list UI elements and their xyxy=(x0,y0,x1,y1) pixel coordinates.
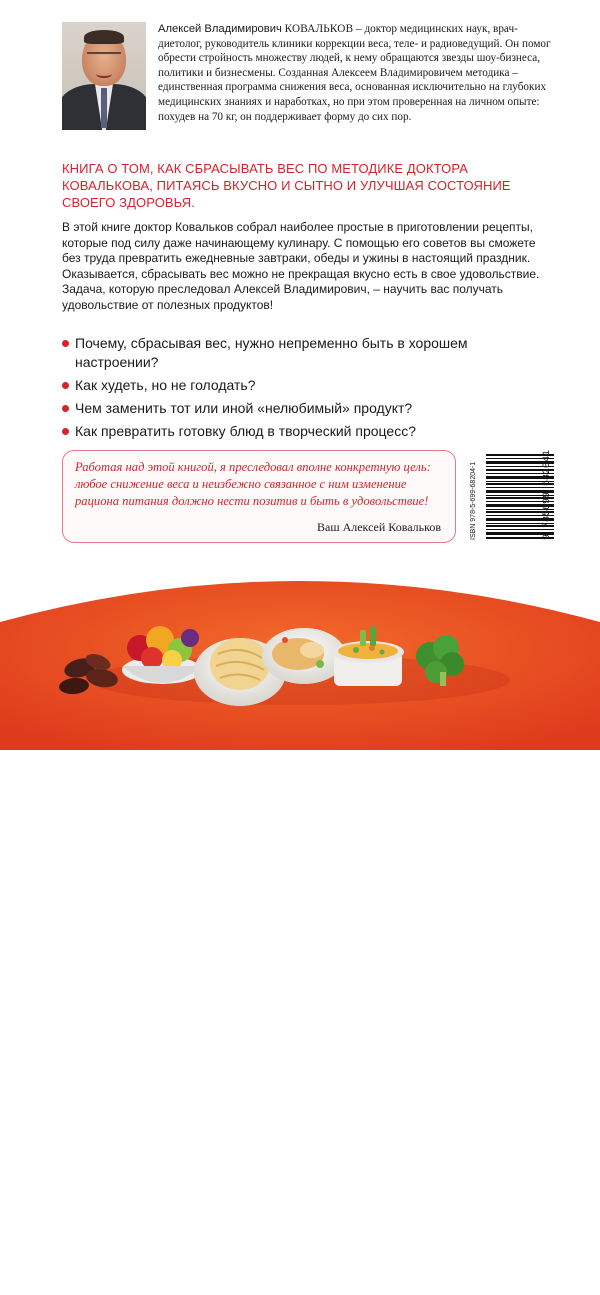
author-bio xyxy=(158,22,554,124)
question-text: Почему, сбрасывая вес, нужно непременно быть в хорошем настроении? xyxy=(75,335,468,370)
quote-text: Работая над этой книгой, я преследовал вполне конкретную цель: любое снижение веса и неизбежно связанное с ним изменение рациона питания должно нести позитив и быть в удовольствие! xyxy=(75,460,431,508)
author-bio-text: – доктор медицинских наук, врач-диетолог, руководитель клиники коррекции веса, теле- и радиоведущий. Он помог обрести стройность множеству людей, к нему обращаются звезды шоу-бизнеса, политики и бизнесмены. Созданная Алексеем Владимировичем методика – единственная программа снижения веса, основанная исключительно на глубоких медицинских знаниях и наработках, но при этом проверенная на личном опыте: похудев на 70 кг, он поддерживает форму до сих пор. xyxy=(158,23,551,123)
bullet-icon xyxy=(62,382,69,389)
question-list xyxy=(62,334,532,445)
question-text: Чем заменить тот или иной «нелюбимый» продукт? xyxy=(75,400,413,416)
barcode-digits: 9 785699 682041 xyxy=(542,449,553,540)
food-banner xyxy=(0,560,600,1293)
quote-signature: Ваш Алексей Ковальков xyxy=(317,520,441,534)
list-item xyxy=(62,334,532,372)
book-description: В этой книге доктор Ковальков собрал наиболее простые в приготовлении рецепты, которые под силу даже начинающему кулинару. С помощью его советов вы сможете без труда превратить ежедневные завтраки, обеды и ужины в настоящий праздник. Оказывается, сбрасывать вес можно не прекращая вкусно есть в свое удовольствие. Задача, которую преследовал Алексей Владимирович, – научить вас получать удовольствие от полезных продуктов! xyxy=(62,220,540,312)
question-text: Как превратить готовку блюд в творческий процесс? xyxy=(75,423,416,439)
bullet-icon xyxy=(62,405,69,412)
author-photo xyxy=(62,22,146,130)
footer-contact xyxy=(0,1257,600,1295)
question-text: Как худеть, но не голодать? xyxy=(75,377,256,393)
author-surname: КОВАЛЬКОВ xyxy=(284,23,354,35)
list-item xyxy=(62,399,532,418)
bullet-icon xyxy=(62,428,69,435)
list-item xyxy=(62,422,532,441)
author-name: Алексей Владимирович xyxy=(158,23,282,35)
isbn-label: ISBN 978-5-699-68204-1 xyxy=(470,461,477,540)
quote-box xyxy=(62,450,456,543)
footer-line-1: Записаться на прием в «Клинику коррекции веса доктора Ковалькова» xyxy=(99,1259,501,1274)
food-illustration-icon xyxy=(0,560,600,750)
footer-line-2: и узнать подробности можно по телефону +7 (495) 508-33-69 xyxy=(125,1278,475,1293)
book-headline: КНИГА О ТОМ, КАК СБРАСЫВАТЬ ВЕС ПО МЕТОДИКЕ ДОКТОРА КОВАЛЬКОВА, ПИТАЯСЬ ВКУСНО И СЫТНО И УЛУЧШАЯ СОСТОЯНИЕ СВОЕГО ЗДОРОВЬЯ. xyxy=(62,161,511,210)
bullet-icon xyxy=(62,340,69,347)
chicken-plate-icon xyxy=(262,628,346,684)
list-item xyxy=(62,376,532,395)
